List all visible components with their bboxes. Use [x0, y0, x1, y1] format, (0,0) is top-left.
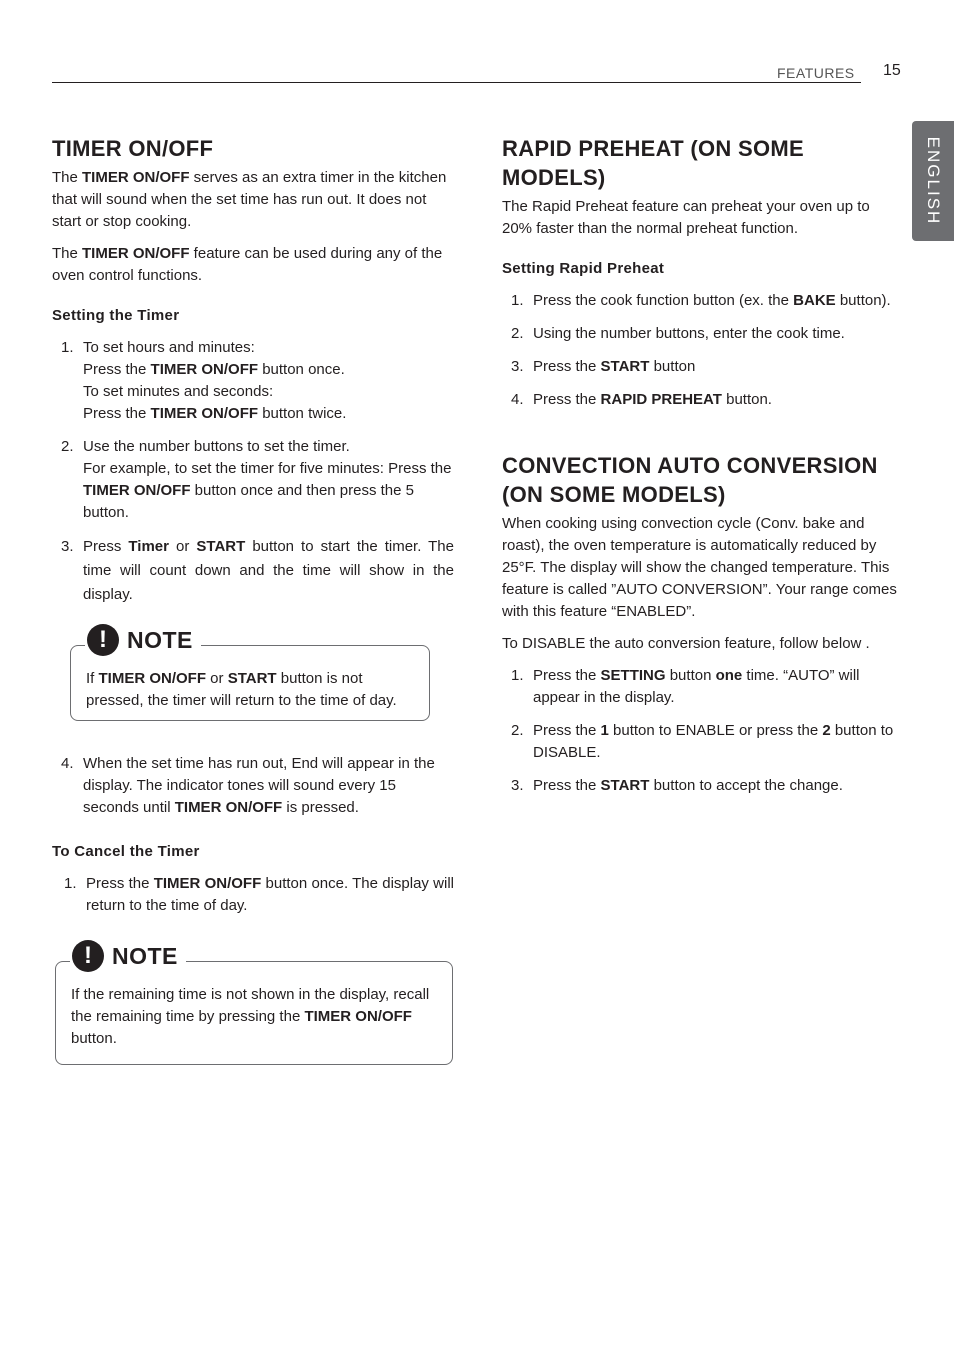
- header-section-label: FEATURES: [777, 65, 855, 81]
- timer-intro-2: The TIMER ON/OFF feature can be used during any of the oven control functions.: [52, 245, 443, 284]
- cancel-timer-heading: To Cancel the Timer: [52, 843, 200, 860]
- left-column: [52, 134, 454, 1065]
- header-rule: [52, 82, 861, 83]
- convection-intro: When cooking using convection cycle (Conv. bake and roast), the oven temperature is automatically reduced by 25°F. The display will show the changed temperature. This feature is called ”AUTO CONVERSION”. Your range comes with this feature “ENABLED”.: [502, 515, 897, 620]
- exclamation-icon: !: [87, 624, 119, 656]
- right-column: [502, 134, 898, 808]
- list-item: 3. Press the START button: [511, 358, 696, 375]
- list-item: 2. Use the number buttons to set the timer. For example, to set the timer for five minutes: Press the TIMER ON/OFF button once and then press the 5 button.: [61, 438, 452, 521]
- note-box: [55, 942, 453, 1065]
- rapid-steps: [502, 290, 898, 411]
- list-item: 1. To set hours and minutes: Press the TIMER ON/OFF button once. To set minutes and seconds: Press the TIMER ON/OFF button twice.: [61, 339, 347, 422]
- timer-title: TIMER ON/OFF: [52, 136, 214, 161]
- page-number: 15: [883, 62, 901, 79]
- list-item: 1. Press the SETTING button one time. “AUTO” will appear in the display.: [511, 667, 860, 706]
- note-text: If TIMER ON/OFF or START button is not pressed, the timer will return to the time of day.: [86, 670, 397, 709]
- note-title: NOTE: [127, 627, 193, 653]
- cancel-timer-steps: [52, 873, 454, 917]
- list-item: 2. Using the number buttons, enter the cook time.: [511, 325, 845, 342]
- list-item: 1. Press the cook function button (ex. the BAKE button).: [511, 292, 891, 309]
- note-title: NOTE: [112, 943, 178, 969]
- list-item: 4. When the set time has run out, End will appear in the display. The indicator tones will sound every 15 seconds until TIMER ON/OFF is pressed.: [61, 755, 435, 816]
- setting-timer-heading: Setting the Timer: [52, 307, 180, 324]
- convection-steps: [502, 665, 898, 797]
- list-item: 3. Press the START button to accept the change.: [511, 777, 843, 794]
- language-tab-label: ENGLISH: [924, 136, 943, 226]
- list-item: 4. Press the RAPID PREHEAT button.: [511, 391, 772, 408]
- convection-disable-text: To DISABLE the auto conversion feature, follow below .: [502, 635, 870, 652]
- note-header: [85, 624, 201, 656]
- convection-title: CONVECTION AUTO CONVERSION (ON SOME MODELS): [502, 453, 878, 507]
- exclamation-icon: !: [72, 940, 104, 972]
- timer-intro-1: The TIMER ON/OFF serves as an extra timer in the kitchen that will sound when the set time has run out. It does not start or stop cooking.: [52, 169, 447, 230]
- list-item: 3. Press Timer or START button to start the timer. The time will count down and the time will show in the display.: [61, 538, 454, 603]
- setting-timer-steps: [52, 337, 454, 607]
- note-text: If the remaining time is not shown in the display, recall the remaining time by pressing the TIMER ON/OFF button.: [71, 986, 430, 1047]
- setting-timer-steps-continued: [52, 753, 454, 819]
- list-item: 2. Press the 1 button to ENABLE or press the 2 button to DISABLE.: [511, 722, 894, 761]
- rapid-preheat-intro: The Rapid Preheat feature can preheat your oven up to 20% faster than the normal preheat function.: [502, 198, 870, 237]
- note-header: [70, 940, 186, 972]
- note-box: [70, 626, 430, 721]
- list-item: 1. Press the TIMER ON/OFF button once. The display will return to the time of day.: [64, 875, 454, 914]
- language-tab: [912, 121, 954, 241]
- setting-rapid-heading: Setting Rapid Preheat: [502, 260, 665, 277]
- rapid-preheat-title: RAPID PREHEAT (ON SOME MODELS): [502, 136, 804, 190]
